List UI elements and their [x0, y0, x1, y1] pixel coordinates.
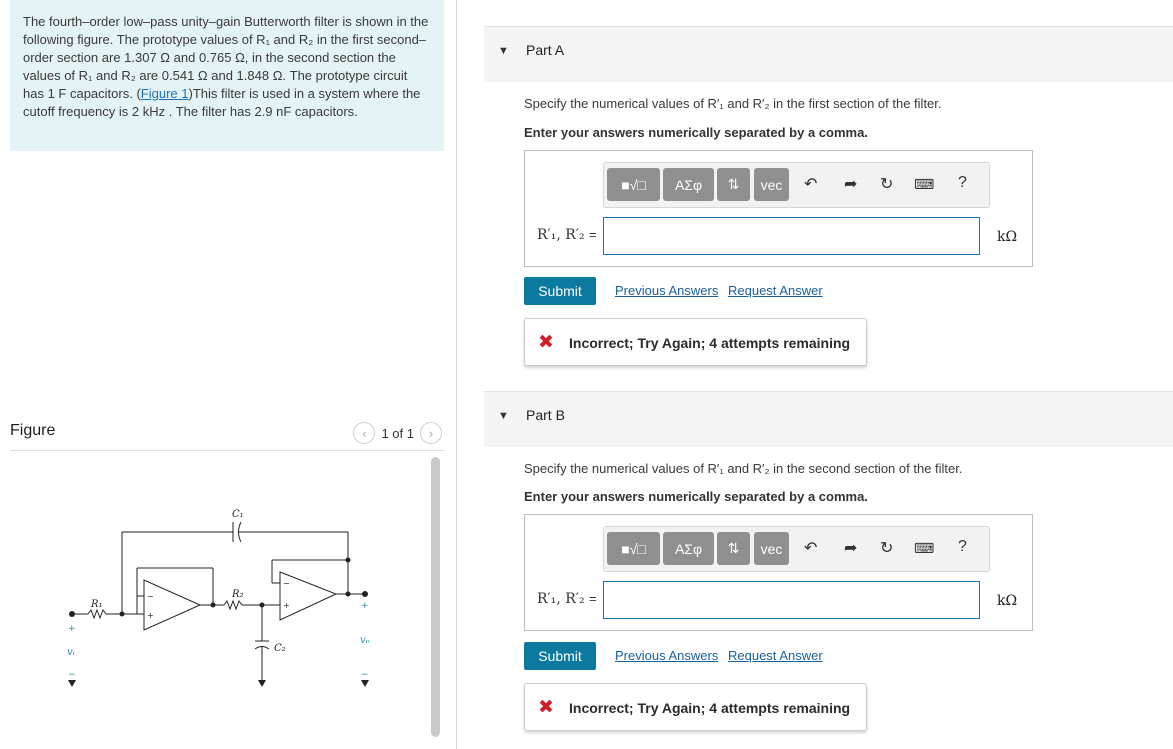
- redo-icon[interactable]: ➦: [844, 540, 858, 557]
- greek-symbols-button[interactable]: AΣφ: [663, 532, 714, 565]
- part-b-answer-box: [524, 514, 1033, 631]
- chevron-left-icon[interactable]: ‹: [353, 422, 375, 444]
- pager-count: 1 of 1: [381, 425, 414, 441]
- part-a-feedback-text: Incorrect; Try Again; 4 attempts remaining: [569, 335, 851, 351]
- error-x-icon: ✖: [538, 697, 554, 718]
- math-toolbar: [603, 526, 990, 572]
- part-b-unit: kΩ: [997, 593, 1018, 609]
- help-button[interactable]: ?: [958, 538, 967, 555]
- undo-icon[interactable]: ↶: [804, 176, 818, 193]
- part-b-submit-button[interactable]: Submit: [524, 642, 596, 670]
- chevron-right-icon[interactable]: ›: [420, 422, 442, 444]
- part-a-label-text: R′₁, R′₂: [537, 227, 585, 243]
- output-plus: +: [361, 601, 369, 611]
- part-a-answer-box: [524, 150, 1033, 267]
- part-a-title: Part A: [526, 42, 565, 58]
- butterworth-circuit-figure: [60, 500, 380, 700]
- label-c2: C₂: [274, 643, 286, 654]
- opamp1-minus: −: [147, 592, 154, 601]
- problem-statement: [10, 0, 444, 151]
- left-panel: [0, 0, 457, 749]
- arrows-button[interactable]: ⇅: [717, 532, 750, 565]
- figure-pager: [353, 422, 442, 444]
- input-plus: +: [68, 624, 76, 634]
- collapse-triangle-icon[interactable]: ▼: [498, 410, 509, 422]
- part-b-instruction: Enter your answers numerically separated by a comma.: [524, 489, 868, 504]
- figure-link[interactable]: Figure 1: [140, 85, 189, 101]
- part-b-previous-answers-link[interactable]: Previous Answers: [615, 648, 719, 663]
- opamp1-plus: +: [147, 611, 154, 620]
- part-b-header[interactable]: [484, 391, 1173, 447]
- opamp2-minus: −: [283, 579, 290, 588]
- problem-text-b: )This filter is used in a system where the cutoff frequency is 2 kHz . The filter has 2.9 nF capacitors.: [23, 85, 421, 119]
- part-b-request-answer-link[interactable]: Request Answer: [728, 648, 823, 663]
- part-b-label: [537, 591, 597, 607]
- part-a-instruction: Enter your answers numerically separated by a comma.: [524, 125, 868, 140]
- part-a-header[interactable]: [484, 26, 1173, 82]
- templates-button[interactable]: ■√□: [607, 532, 660, 565]
- part-b-feedback: [524, 683, 867, 731]
- part-b-answer-input[interactable]: [603, 581, 980, 619]
- part-a-equals: =: [589, 227, 597, 242]
- label-vo: vₒ: [360, 635, 370, 646]
- arrows-button[interactable]: ⇅: [717, 168, 750, 201]
- right-panel: [484, 0, 1173, 749]
- reset-icon[interactable]: ↻: [880, 176, 894, 193]
- part-a-label: [537, 227, 597, 243]
- input-minus: −: [68, 670, 76, 680]
- part-b-feedback-text: Incorrect; Try Again; 4 attempts remaining: [569, 700, 851, 716]
- part-b-equals: =: [589, 591, 597, 606]
- vec-button[interactable]: vec: [754, 168, 789, 201]
- part-a-question: Specify the numerical values of R′₁ and R′₂ in the first section of the filter.: [524, 96, 942, 111]
- label-vi: vᵢ: [67, 647, 75, 658]
- error-x-icon: ✖: [538, 332, 554, 353]
- label-r2: R₂: [232, 589, 244, 600]
- output-minus: −: [361, 670, 369, 680]
- redo-icon[interactable]: ➦: [844, 176, 858, 193]
- part-a-feedback: [524, 318, 867, 366]
- figure-header: [10, 419, 444, 451]
- part-b-title: Part B: [526, 407, 565, 423]
- undo-icon[interactable]: ↶: [804, 540, 818, 557]
- part-a-request-answer-link[interactable]: Request Answer: [728, 283, 823, 298]
- label-r1: R₁: [91, 599, 103, 610]
- part-b-label-text: R′₁, R′₂: [537, 591, 585, 607]
- part-a-unit: kΩ: [997, 229, 1018, 245]
- problem-text-a: The fourth–order low–pass unity–gain Butterworth filter is shown in the following figure. The prototype values of R₁ and R₂ in the first second–order section are 1.307 Ω and 0.765 Ω, in the second section the values of R₁ and R₂ are 0.541 Ω and 1.848 Ω. The prototype circuit has 1 F capacitors. (: [23, 14, 429, 101]
- figure-title: Figure: [10, 422, 56, 439]
- part-a-previous-answers-link[interactable]: Previous Answers: [615, 283, 719, 298]
- keyboard-icon[interactable]: ⌨: [914, 540, 935, 556]
- collapse-triangle-icon[interactable]: ▼: [498, 45, 509, 57]
- part-a-submit-button[interactable]: Submit: [524, 277, 596, 305]
- reset-icon[interactable]: ↻: [880, 540, 894, 557]
- help-button[interactable]: ?: [958, 174, 967, 191]
- figure-scrollbar[interactable]: [431, 457, 440, 737]
- greek-symbols-button[interactable]: AΣφ: [663, 168, 714, 201]
- vec-button[interactable]: vec: [754, 532, 789, 565]
- opamp2-plus: +: [283, 601, 290, 610]
- keyboard-icon[interactable]: ⌨: [914, 176, 935, 192]
- label-c1: C₁: [232, 509, 244, 520]
- templates-button[interactable]: ■√□: [607, 168, 660, 201]
- part-b-question: Specify the numerical values of R′₁ and R′₂ in the second section of the filter.: [524, 461, 963, 476]
- part-a-answer-input[interactable]: [603, 217, 980, 255]
- math-toolbar: [603, 162, 990, 208]
